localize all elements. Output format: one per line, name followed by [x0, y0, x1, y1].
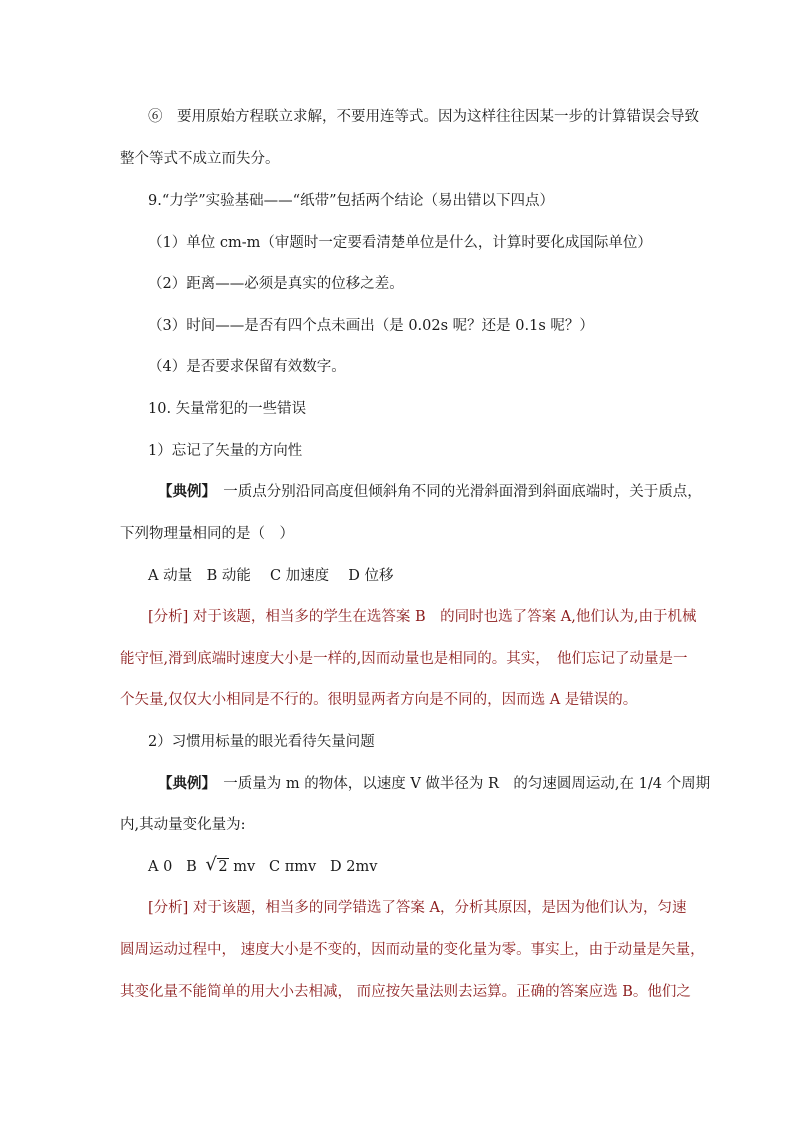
sqrt-expression	[205, 854, 228, 877]
rule-6-line1: ⑥ 要用原始方程联立求解，不要用连等式。因为这样往往因某一步的计算错误会导致	[148, 109, 699, 125]
example-1-text: 一质点分别沿同高度但倾斜角不同的光滑斜面滑到斜面底端时，关于质点，	[208, 484, 702, 500]
option-b-tail: mv	[233, 859, 256, 875]
analysis-2-line1: [分析] 对于该题，相当多的同学错选了答案 A，分析其原因，是因为他们认为，匀速	[148, 900, 687, 916]
option-a: A 0	[148, 859, 173, 875]
example-2-options	[148, 854, 378, 877]
example-1-tag: 【典例】	[158, 483, 209, 500]
section-9-item-1: （1）单位 cm-m（审题时一定要看清楚单位是什么，计算时要化成国际单位）	[148, 235, 652, 251]
subsection-2-title: 2）习惯用标量的眼光看待矢量问题	[148, 734, 375, 750]
section-9-item-3: （3）时间——是否有四个点未画出（是 0.02s 呢？还是 0.1s 呢？）	[148, 318, 594, 334]
analysis-1-line3: 个矢量,仅仅大小相同是不行的。很明显两者方向是不同的，因而选 A 是错误的。	[120, 692, 638, 708]
example-1-options: A 动量 B 动能 C 加速度 D 位移	[148, 568, 394, 584]
sqrt-radicand: 2	[218, 859, 228, 875]
analysis-2-line3: 其变化量不能简单的用大小去相减， 而应按矢量法则去运算。正确的答案应选 B。他们之	[120, 984, 691, 1000]
section-10-title: 10. 矢量常犯的一些错误	[148, 401, 307, 417]
section-9-title: 9.“力学”实验基础——“纸带”包括两个结论（易出错以下四点）	[148, 193, 554, 209]
example-1-line1	[158, 482, 702, 502]
example-2-text: 一质量为 m 的物体，以速度 V 做半径为 R 的匀速圆周运动,在 1/4 个周期	[208, 776, 711, 792]
analysis-2-line2: 圆周运动过程中， 速度大小是不变的，因而动量的变化量为零。事实上，由于动量是矢量，	[120, 942, 705, 958]
example-2-line1	[158, 774, 710, 794]
option-d: D 2mv	[330, 859, 378, 875]
example-2-tag: 【典例】	[158, 775, 209, 792]
subsection-1-title: 1）忘记了矢量的方向性	[148, 443, 303, 459]
analysis-1-line2: 能守恒,滑到底端时速度大小是一样的,因而动量也是相同的。其实， 他们忘记了动量是一	[120, 651, 688, 667]
example-2-line2: 内,其动量变化量为:	[120, 817, 246, 833]
section-9-item-4: （4）是否要求保留有效数字。	[148, 359, 346, 375]
radical-sign-icon: √	[205, 854, 217, 875]
section-9-item-2: （2）距离——必须是真实的位移之差。	[148, 276, 404, 292]
example-1-line2: 下列物理量相同的是（ ）	[120, 526, 294, 542]
option-b-label: B	[186, 859, 197, 875]
analysis-1-line1: [分析] 对于该题，相当多的学生在选答案 B 的同时也选了答案 A,他们认为,由于机械	[148, 609, 697, 625]
option-c: C πmv	[269, 859, 317, 875]
rule-6-line2: 整个等式不成立而失分。	[120, 151, 280, 167]
